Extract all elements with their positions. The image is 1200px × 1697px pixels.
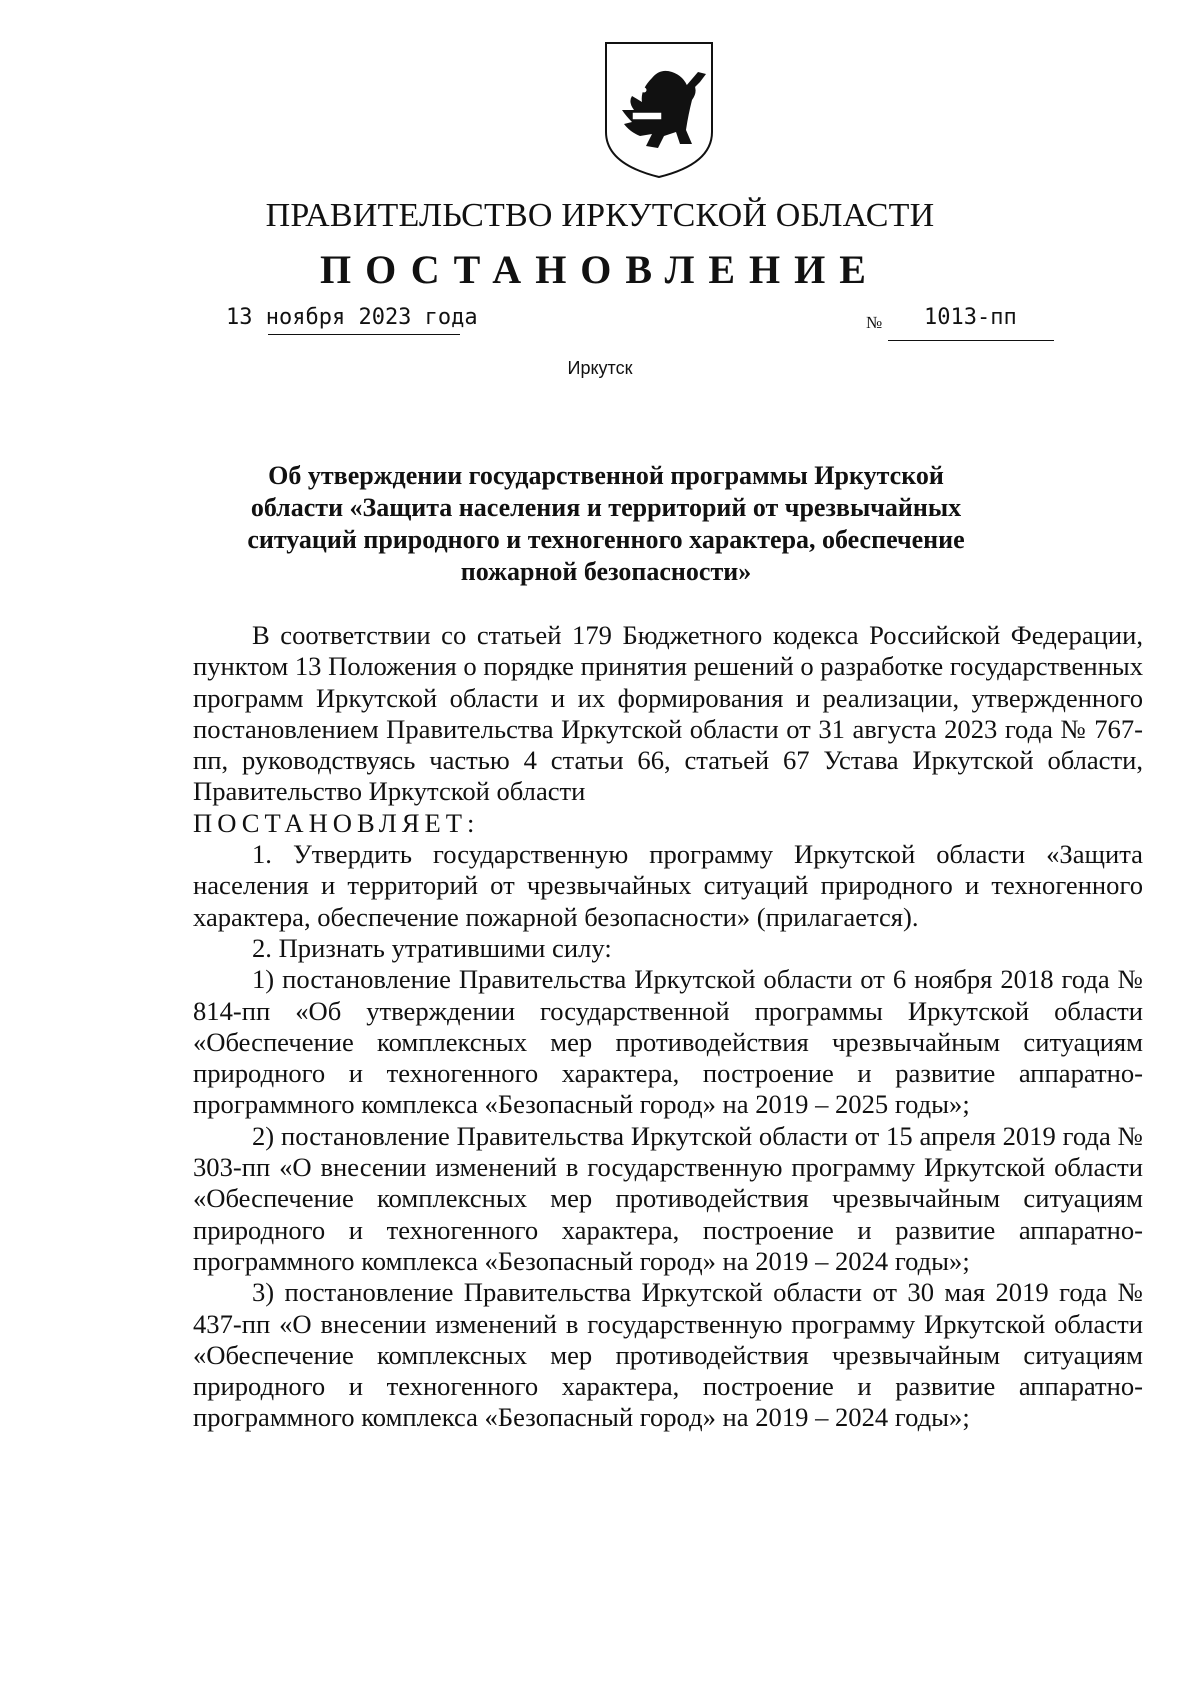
number-sign: №: [866, 313, 883, 332]
resolves-line: ПОСТАНОВЛЯЕТ:: [193, 807, 480, 838]
document-city: Иркутск: [567, 358, 633, 378]
document-date: 13 ноября 2023 года: [226, 305, 478, 330]
document-number: 1013-пп: [924, 305, 1017, 330]
document-type: ПОСТАНОВЛЕНИЕ: [320, 247, 880, 292]
preamble-paragraph: В соответствии со статьей 179 Бюджетного кодекса Российской Федерации, пунктом 13 Положения о порядке принятия решений о разработке государственных программ Иркутской области и их формирования и реализации, утвержденного постановлением Правительства Иркутской области от 31 августа 2023 года № 767-пп, руководствуясь частью 4 статьи 66, статьей 67 Устава Иркутской области, Правительство Иркутской области: [193, 620, 1143, 807]
document-heading: Об утверждении государственной программы Иркутской области «Защита населения и территорий от чрезвычайных ситуаций природного и техногенного характера, обеспечение пожарной безопасности»: [247, 461, 965, 586]
government-title: ПРАВИТЕЛЬСТВО ИРКУТСКОЙ ОБЛАСТИ: [265, 197, 935, 234]
document-body: [193, 620, 1143, 1434]
item-1-paragraph: 1. Утвердить государственную программу Иркутской области «Защита населения и территорий от чрезвычайных ситуаций природного и техногенного характера, обеспечение пожарной безопасности» (прилагается).: [193, 839, 1143, 932]
item-2-paragraph: 2. Признать утратившими силу:: [252, 932, 612, 963]
date-underline: [268, 334, 460, 335]
number-underline: [888, 340, 1054, 341]
subitem-2-paragraph: 2) постановление Правительства Иркутской области от 15 апреля 2019 года № 303-пп «О внесении изменений в государственную программу Иркутской области «Обеспечение комплексных мер противодействия чрезвычайным ситуациям природного и техногенного характера, построение и развитие аппаратно-программного комплекса «Безопасный город» на 2019 – 2024 годы»;: [193, 1120, 1143, 1276]
subitem-3-paragraph: 3) постановление Правительства Иркутской области от 30 мая 2019 года № 437-пп «О внесении изменений в государственную программу Иркутской области «Обеспечение комплексных мер противодействия чрезвычайным ситуациям природного и техногенного характера, построение и развитие аппаратно-программного комплекса «Безопасный город» на 2019 – 2024 годы»;: [193, 1277, 1143, 1433]
subitem-1-paragraph: 1) постановление Правительства Иркутской области от 6 ноября 2018 года № 814-пп «Об утверждении государственной программы Иркутской области «Обеспечение комплексных мер противодействия чрезвычайным ситуациям природного и техногенного характера, построение и развитие аппаратно-программного комплекса «Безопасный город» на 2019 – 2025 годы»;: [193, 964, 1143, 1120]
irkutsk-coat-of-arms-icon: [602, 40, 716, 180]
